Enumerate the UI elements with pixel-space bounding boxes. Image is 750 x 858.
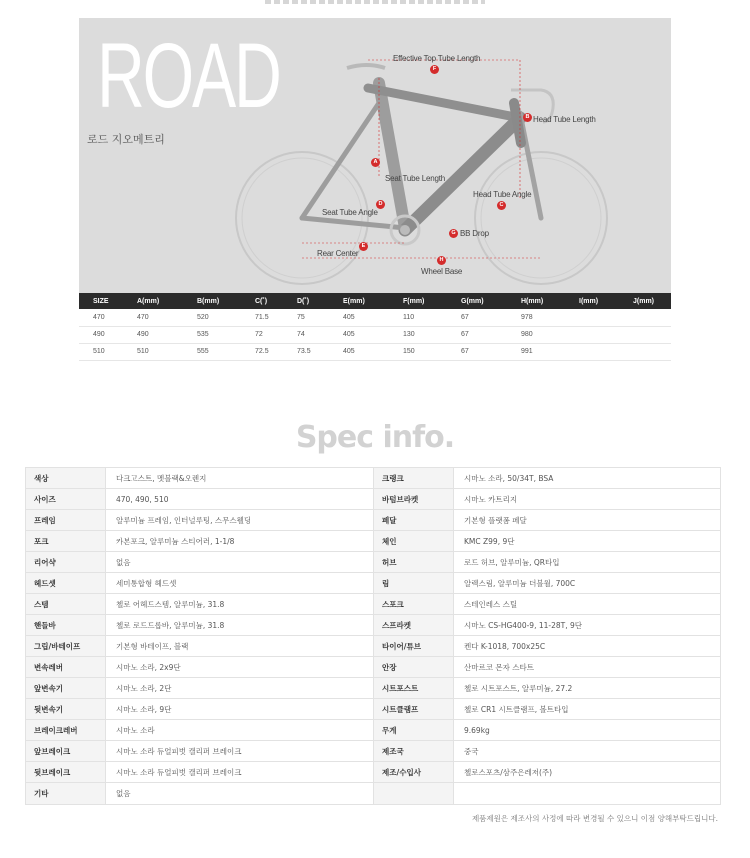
spec-key: 크랭크	[374, 468, 454, 489]
spec-value: 시마노 소라, 9단	[106, 699, 374, 720]
col-c: C(˚)	[241, 293, 283, 309]
cell: 75	[283, 309, 329, 326]
cell: 991	[507, 343, 565, 360]
size-table-header	[79, 293, 671, 309]
spec-value: 카본포크, 알루미늄 스티어러, 1-1/8	[106, 531, 374, 552]
marker-c: C	[497, 201, 506, 210]
spec-key: 프레임	[26, 510, 106, 531]
spec-row	[26, 699, 721, 720]
spec-key: 그립/바테이프	[26, 636, 106, 657]
spec-value: 없음	[106, 783, 374, 805]
spec-row	[26, 594, 721, 615]
spec-value: 시마노 소라, 2단	[106, 678, 374, 699]
spec-row	[26, 783, 721, 805]
spec-value: 시마노 소라 듀얼피벗 캘리퍼 브레이크	[106, 762, 374, 783]
geometry-subtitle: 로드 지오메트리	[87, 133, 165, 146]
spec-value: 시마노 소라, 2x9단	[106, 657, 374, 678]
cell	[565, 343, 619, 360]
spec-key: 뒷변속기	[26, 699, 106, 720]
cell	[619, 326, 671, 343]
col-b: B(mm)	[183, 293, 241, 309]
spec-value: 세미통합형 헤드셋	[106, 573, 374, 594]
label-top-tube: Effective Top Tube Length	[393, 54, 481, 63]
spec-value: 로드 허브, 알루미늄, QR타입	[454, 552, 721, 573]
cell: 67	[447, 326, 507, 343]
cell: 520	[183, 309, 241, 326]
cell: 470	[79, 309, 123, 326]
spec-key: 타이어/튜브	[374, 636, 454, 657]
cell: 510	[79, 343, 123, 360]
spec-row	[26, 678, 721, 699]
spec-key: 시트클램프	[374, 699, 454, 720]
spec-key: 앞변속기	[26, 678, 106, 699]
marker-d: D	[376, 200, 385, 209]
label-bb-drop: BB Drop	[460, 229, 489, 238]
spec-value: 첼로 어헤드스템, 알루미늄, 31.8	[106, 594, 374, 615]
cell: 405	[329, 326, 389, 343]
spec-row	[26, 573, 721, 594]
spec-row	[26, 762, 721, 783]
disclaimer-note: 제품제원은 제조사의 사정에 따라 변경될 수 있으니 이점 양해부탁드립니다.	[471, 814, 718, 823]
cell	[565, 309, 619, 326]
cell: 130	[389, 326, 447, 343]
cell	[619, 309, 671, 326]
table-row	[79, 343, 671, 360]
spec-row	[26, 615, 721, 636]
cell: 405	[329, 309, 389, 326]
spec-key: 색상	[26, 468, 106, 489]
spec-key: 기타	[26, 783, 106, 805]
spec-row	[26, 531, 721, 552]
spec-row	[26, 468, 721, 489]
col-a: A(mm)	[123, 293, 183, 309]
bike-frame-drawing	[79, 18, 671, 293]
spec-key: 앞브레이크	[26, 741, 106, 762]
spec-key: 사이즈	[26, 489, 106, 510]
spec-value: 첼로 시트포스트, 알루미늄, 27.2	[454, 678, 721, 699]
spec-value: 알루미늄 프레임, 인터널루팅, 스무스웰딩	[106, 510, 374, 531]
cell: 510	[123, 343, 183, 360]
spec-key: 포크	[26, 531, 106, 552]
cell: 535	[183, 326, 241, 343]
spec-value: KMC Z99, 9단	[454, 531, 721, 552]
cell	[565, 326, 619, 343]
spec-value: 9.69kg	[454, 720, 721, 741]
spec-value: 첼로 로드드롭바, 알루미늄, 31.8	[106, 615, 374, 636]
spec-row	[26, 489, 721, 510]
label-seat-tube-angle: Seat Tube Angle	[322, 208, 378, 217]
spec-table	[25, 467, 721, 805]
cell: 73.5	[283, 343, 329, 360]
cropped-caption	[0, 0, 750, 8]
spec-key: 스프라켓	[374, 615, 454, 636]
col-h: H(mm)	[507, 293, 565, 309]
col-j: J(mm)	[619, 293, 671, 309]
spec-value: 기본형 바테이프, 블랙	[106, 636, 374, 657]
spec-key: 체인	[374, 531, 454, 552]
cell: 72	[241, 326, 283, 343]
spec-value: 켄다 K-1018, 700x25C	[454, 636, 721, 657]
spec-key: 페달	[374, 510, 454, 531]
col-size: SIZE	[79, 293, 123, 309]
spec-key: 스포크	[374, 594, 454, 615]
cell: 978	[507, 309, 565, 326]
cell: 71.5	[241, 309, 283, 326]
spec-value: 산마르코 몬자 스타트	[454, 657, 721, 678]
col-i: I(mm)	[565, 293, 619, 309]
cell: 67	[447, 309, 507, 326]
spec-key: 림	[374, 573, 454, 594]
table-row	[79, 309, 671, 326]
cell: 490	[123, 326, 183, 343]
spec-key: 무게	[374, 720, 454, 741]
spec-value: 알렉스림, 알루미늄 더블월, 700C	[454, 573, 721, 594]
spec-key: 제조/수입사	[374, 762, 454, 783]
col-d: D(˚)	[283, 293, 329, 309]
spec-value: 시마노 소라	[106, 720, 374, 741]
spec-value: 시마노 CS-HG400-9, 11-28T, 9단	[454, 615, 721, 636]
marker-f: B	[523, 113, 532, 122]
spec-value: 첼로스포츠/삼주은레저(주)	[454, 762, 721, 783]
spec-key: 스템	[26, 594, 106, 615]
spec-key: 제조국	[374, 741, 454, 762]
spec-key: 바텀브라켓	[374, 489, 454, 510]
marker-g: G	[449, 229, 458, 238]
spec-key: 안장	[374, 657, 454, 678]
spec-key: 브레이크레버	[26, 720, 106, 741]
marker-b: F	[430, 65, 439, 74]
spec-key: 허브	[374, 552, 454, 573]
cell: 72.5	[241, 343, 283, 360]
label-head-tube-length: Head Tube Length	[533, 115, 596, 124]
spec-value: 다크고스트, 멧블랙&오렌지	[106, 468, 374, 489]
cell: 470	[123, 309, 183, 326]
spec-info-title: Spec info.	[295, 420, 455, 455]
spec-key: 핸들바	[26, 615, 106, 636]
cell: 74	[283, 326, 329, 343]
spec-value: 없음	[106, 552, 374, 573]
col-f: F(mm)	[389, 293, 447, 309]
marker-h: H	[437, 256, 446, 265]
spec-value	[454, 783, 721, 805]
spec-key: 헤드셋	[26, 573, 106, 594]
spec-key: 리어샥	[26, 552, 106, 573]
cell: 405	[329, 343, 389, 360]
spec-value: 시마노 카트리지	[454, 489, 721, 510]
spec-value: 시마노 소라, 50/34T, BSA	[454, 468, 721, 489]
spec-key: 시트포스트	[374, 678, 454, 699]
cell: 150	[389, 343, 447, 360]
spec-key: 변속레버	[26, 657, 106, 678]
geometry-diagram	[79, 18, 671, 293]
cell: 110	[389, 309, 447, 326]
col-g: G(mm)	[447, 293, 507, 309]
cell: 980	[507, 326, 565, 343]
cell: 555	[183, 343, 241, 360]
spec-value: 시마노 소라 듀얼피벗 캘리퍼 브레이크	[106, 741, 374, 762]
spec-value: 중국	[454, 741, 721, 762]
label-wheel-base: Wheel Base	[421, 267, 463, 276]
cell: 490	[79, 326, 123, 343]
cell: 67	[447, 343, 507, 360]
spec-key: 뒷브레이크	[26, 762, 106, 783]
spec-row	[26, 510, 721, 531]
spec-value: 470, 490, 510	[106, 489, 374, 510]
col-e: E(mm)	[329, 293, 389, 309]
marker-e: E	[359, 242, 368, 251]
label-seat-tube-length: Seat Tube Length	[385, 174, 445, 183]
label-head-tube-angle: Head Tube Angle	[473, 190, 532, 199]
spec-row	[26, 720, 721, 741]
spec-row	[26, 552, 721, 573]
marker-a: A	[371, 158, 380, 167]
table-row	[79, 326, 671, 343]
road-title: ROAD	[97, 25, 280, 127]
spec-key	[374, 783, 454, 805]
spec-row	[26, 741, 721, 762]
size-geometry-table	[79, 293, 671, 361]
spec-row	[26, 636, 721, 657]
label-rear-center: Rear Center	[317, 249, 359, 258]
cell	[619, 343, 671, 360]
spec-value: 기본형 플랫폼 페달	[454, 510, 721, 531]
spec-row	[26, 657, 721, 678]
spec-value: 스테인레스 스틸	[454, 594, 721, 615]
spec-value: 첼로 CR1 시트클램프, 볼트타입	[454, 699, 721, 720]
